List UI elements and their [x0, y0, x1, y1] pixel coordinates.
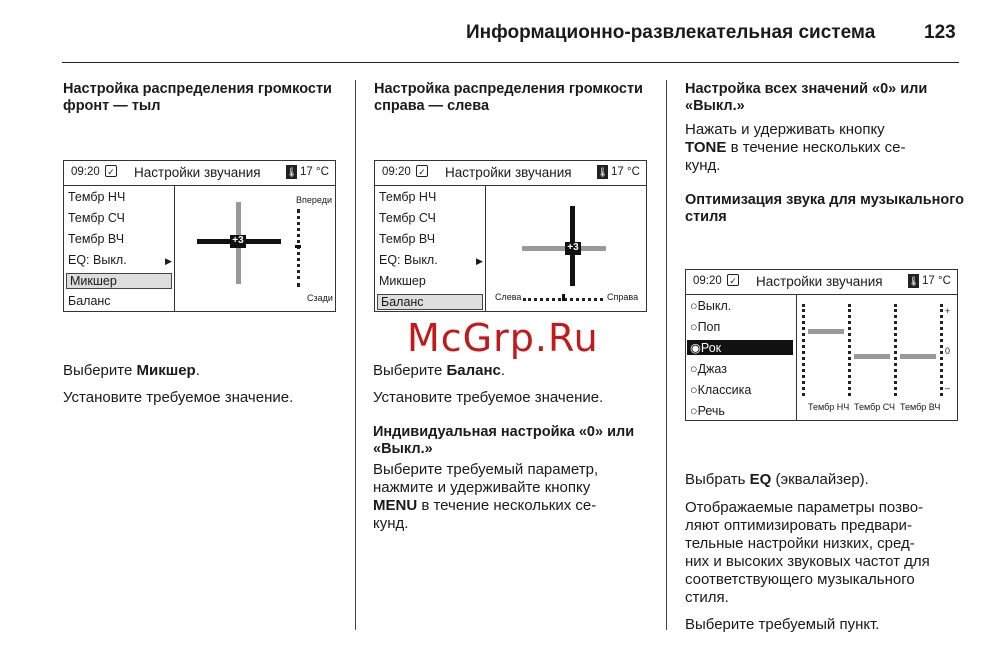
section-heading-front-rear: Настройка распределения громкости фронт — тыл	[63, 81, 332, 114]
eq-scale-plus: +	[945, 306, 951, 316]
instruction-line: кунд.	[373, 515, 409, 532]
radio-empty-icon: ○	[690, 383, 698, 397]
section-heading-reset-all: Настройка всех значений «0» или «Выкл.»	[685, 81, 928, 114]
instruction-line: MENU в течение нескольких се-	[373, 497, 597, 514]
clock-time: 09:20	[693, 275, 722, 287]
eq-scale-minus: –	[945, 383, 951, 393]
temperature: 17 °C	[922, 275, 951, 287]
radio-empty-icon: ○	[690, 362, 698, 376]
label-right: Справа	[607, 292, 639, 302]
screen-title: Настройки звучания	[445, 165, 572, 180]
eq-scale-2	[848, 304, 851, 396]
fader-position-marker	[295, 245, 301, 248]
eq-band-label: Тембр ВЧ	[900, 402, 941, 412]
eq-scale-zero: 0	[945, 346, 951, 356]
screen-status-bar	[686, 270, 957, 295]
settings-menu	[64, 186, 175, 311]
submenu-arrow-icon: ▶	[476, 256, 483, 266]
temperature: 17 °C	[611, 166, 640, 178]
instruction-line: нажмите и удерживайте кнопку	[373, 479, 591, 496]
screen-status-bar	[64, 161, 335, 186]
watermark: McGrp.Ru	[407, 316, 599, 360]
clock-icon: ✓	[416, 165, 428, 177]
description-line: Отображаемые параметры позво-	[685, 499, 924, 516]
menu-item-fader[interactable]: Микшер	[379, 274, 426, 288]
eq-scale-3	[894, 304, 897, 396]
thermometer-icon: 🌡	[286, 167, 298, 177]
fader-scale	[297, 209, 300, 287]
thermometer-icon: 🌡	[597, 167, 609, 177]
menu-item-fader-selected[interactable]: Микшер	[66, 273, 172, 289]
instruction-line: кунд.	[685, 157, 721, 174]
eq-option-classic[interactable]: ○Классика	[690, 383, 752, 397]
description-line: соответствующего музыкального	[685, 571, 915, 588]
instruction-line: TONE в течение нескольких се-	[685, 139, 906, 156]
radio-empty-icon: ○	[690, 320, 698, 334]
instruction-select-fader: Выберите Микшер.	[63, 362, 200, 379]
instruction-set-value: Установите требуемое значение.	[373, 389, 604, 406]
eq-bar-treble[interactable]	[900, 354, 936, 359]
description-line: стиля.	[685, 589, 729, 606]
label-rear: Сзади	[307, 293, 333, 303]
submenu-arrow-icon: ▶	[165, 256, 172, 266]
screen-title: Настройки звучания	[134, 165, 261, 180]
eq-option-pop[interactable]: ○Поп	[690, 320, 721, 334]
eq-band-label: Тембр НЧ	[808, 402, 850, 412]
screen-status-bar	[375, 161, 646, 186]
instruction-select-balance: Выберите Баланс.	[373, 362, 506, 379]
instruction-line: Выберите требуемый параметр,	[373, 461, 599, 478]
eq-bar-bass[interactable]	[808, 329, 844, 334]
clock-icon: ✓	[727, 274, 739, 286]
sound-settings-screen-balance	[374, 160, 647, 312]
menu-item-bass[interactable]: Тембр НЧ	[379, 190, 437, 204]
sound-settings-screen-eq	[685, 269, 958, 421]
page-number: 123	[924, 22, 956, 43]
instruction-select-eq: Выбрать EQ (эквалайзер).	[685, 471, 869, 488]
menu-item-balance[interactable]: Баланс	[68, 294, 111, 308]
menu-item-treble[interactable]: Тембр ВЧ	[379, 232, 436, 246]
clock-time: 09:20	[382, 166, 411, 178]
menu-item-balance-selected[interactable]: Баланс	[377, 294, 483, 310]
settings-menu	[375, 186, 486, 311]
section-heading-individual-reset: Индивидуальная настройка «0» или «Выкл.»	[373, 424, 635, 457]
clock-icon: ✓	[105, 165, 117, 177]
eq-band-label: Тембр СЧ	[854, 402, 895, 412]
eq-option-off[interactable]: ○Выкл.	[690, 299, 732, 313]
menu-item-eq[interactable]: EQ: Выкл.	[379, 253, 438, 267]
description-line: них и высоких звуковых частот для	[685, 553, 930, 570]
instruction-set-value: Установите требуемое значение.	[63, 389, 294, 406]
balance-position-marker	[562, 294, 565, 301]
label-left: Слева	[495, 292, 522, 302]
balance-horizontal-axis	[522, 246, 606, 251]
page-header-title: Информационно-развлекательная система	[466, 22, 876, 43]
label-front: Впереди	[296, 195, 332, 205]
section-heading-music-style: Оптимизация звука для музыкального стиля	[685, 192, 964, 225]
eq-preset-menu	[686, 295, 797, 420]
sound-settings-screen-fader	[63, 160, 336, 312]
balance-knob[interactable]: +3	[565, 242, 581, 255]
header-divider	[62, 62, 959, 63]
menu-item-bass[interactable]: Тембр НЧ	[68, 190, 126, 204]
eq-option-speech[interactable]: ○Речь	[690, 404, 725, 418]
column-divider-2	[666, 80, 667, 630]
instruction-select-item: Выберите требуемый пункт.	[685, 616, 880, 633]
clock-time: 09:20	[71, 166, 100, 178]
description-line: тельные настройки низких, сред-	[685, 535, 915, 552]
radio-empty-icon: ○	[690, 404, 698, 418]
screen-title: Настройки звучания	[756, 274, 883, 289]
menu-item-eq[interactable]: EQ: Выкл.	[68, 253, 127, 267]
eq-option-jazz[interactable]: ○Джаз	[690, 362, 727, 376]
eq-option-rock-selected[interactable]: ◉Рок	[687, 340, 793, 355]
column-divider-1	[355, 80, 356, 630]
eq-bar-mid[interactable]	[854, 354, 890, 359]
temperature: 17 °C	[300, 166, 329, 178]
description-line: ляют оптимизировать предвари-	[685, 517, 912, 534]
section-heading-left-right: Настройка распределения громкости справа — слева	[374, 81, 643, 114]
eq-scale-1	[802, 304, 805, 396]
fader-knob[interactable]: +3	[230, 235, 246, 248]
menu-item-treble[interactable]: Тембр ВЧ	[68, 232, 125, 246]
radio-empty-icon: ○	[690, 299, 698, 313]
menu-item-mid[interactable]: Тембр СЧ	[68, 211, 125, 225]
radio-checked-icon: ◉	[690, 341, 701, 355]
thermometer-icon: 🌡	[908, 276, 920, 286]
eq-scale-4	[940, 304, 943, 396]
menu-item-mid[interactable]: Тембр СЧ	[379, 211, 436, 225]
instruction-line: Нажать и удерживать кнопку	[685, 121, 885, 138]
